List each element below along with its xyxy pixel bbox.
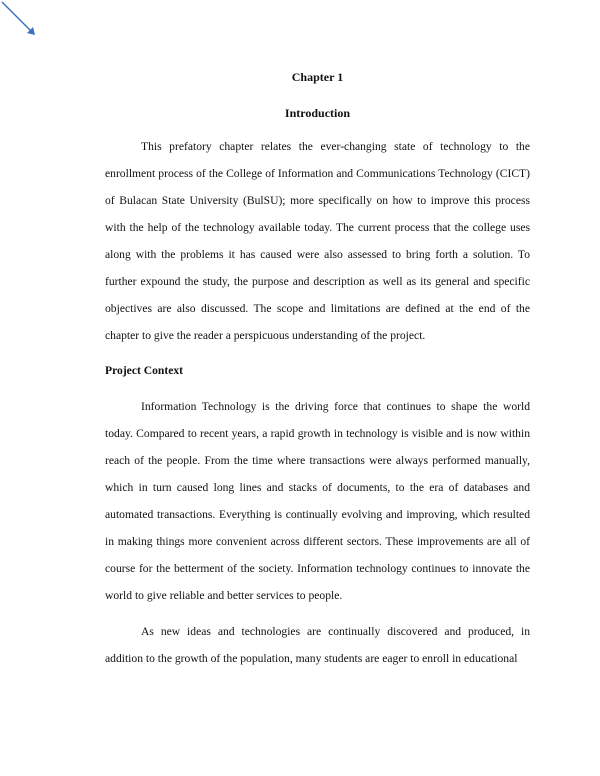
project-context-paragraph: Information Technology is the driving force that continues to shape the world today. Compared to recent years, a rapid growth in technology is visible and is now within reach of the people. From the time where transactions were always performed manually, which in turn caused long lines and stacks of documents, to the era of databases and automated transactions. Everything is continually evolving and improving, which resulted in making things more convenient across different sectors. These improvements are all of course for the betterment of the society. Information technology continues to innovate the world to give reliable and better services to people. (105, 400, 530, 602)
chapter-label: Chapter 1 (291, 70, 344, 84)
continuation-paragraph: As new ideas and technologies are continually discovered and produced, in addition to the growth of the population, many students are eager to enroll in educational (105, 625, 530, 665)
page-title: Introduction (284, 106, 351, 120)
pointer-arrow-icon (0, 0, 40, 40)
intro-paragraph: This prefatory chapter relates the ever-changing state of technology to the enrollment process of the College of Information and Communications Technology (CICT) of Bulacan State University (BulSU); more specifically on how to improve this process with the help of the technology available today. The current process that the college uses along with the problems it has caused were also assessed to bring forth a solution. To further expound the study, the purpose and description as well as its general and specific objectives are also discussed. The scope and limitations are defined at the end of the chapter to give the reader a perspicuous understanding of the project. (105, 140, 530, 342)
project-context-heading: Project Context (105, 364, 184, 377)
